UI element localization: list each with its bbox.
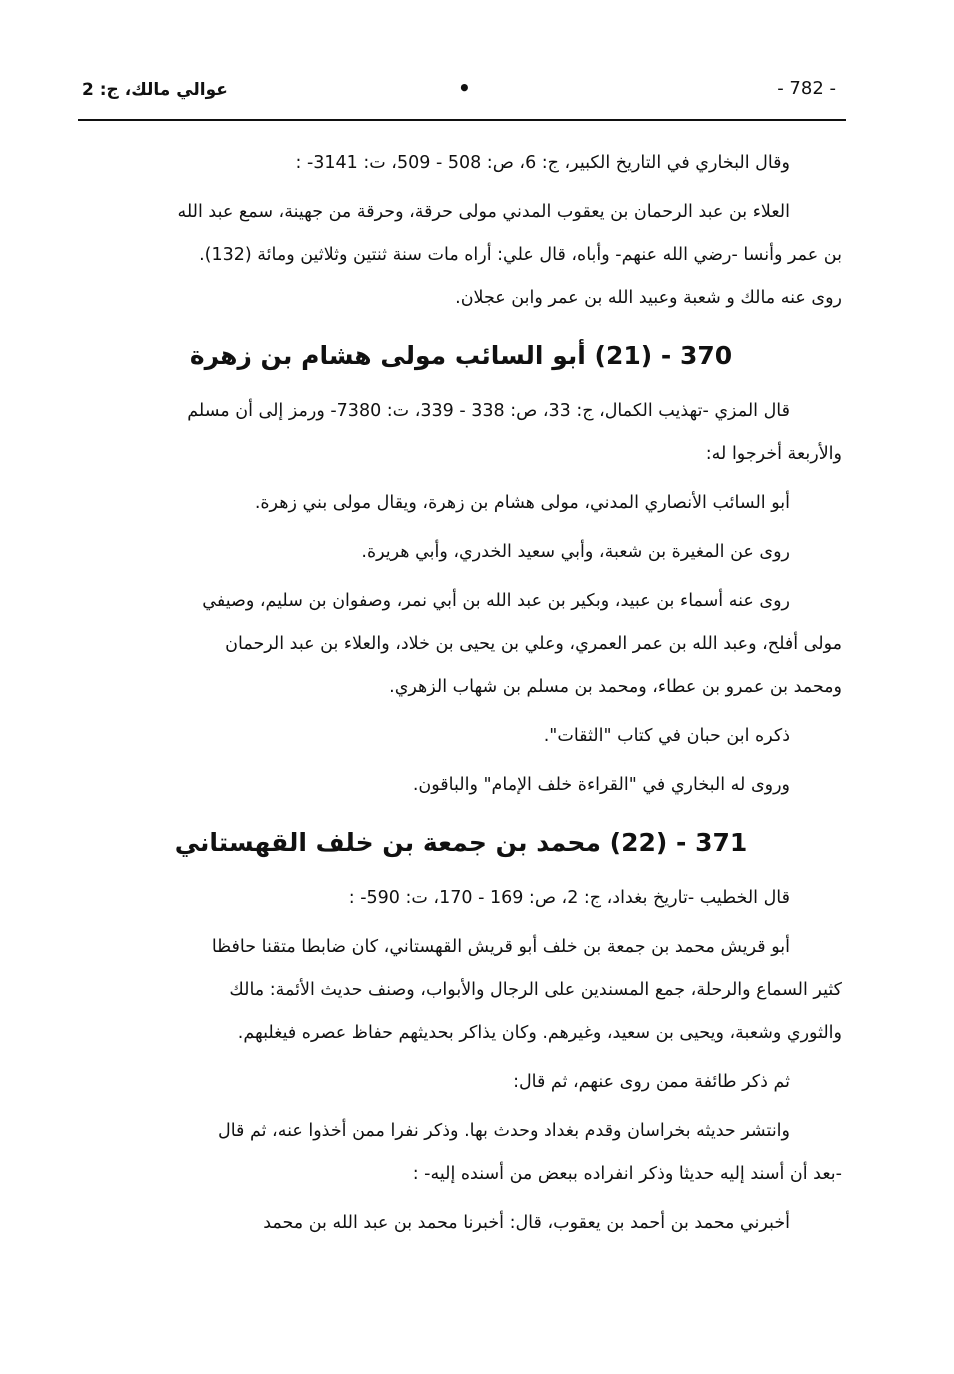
text-line: وانتشر حديثه بخراسان وقدم بغداد وحدث بها. وذكر نفرا ممن أخذوا عنه، ثم قال	[217, 1121, 790, 1141]
paragraph-ibn-hibban	[80, 715, 842, 758]
text-line: والأربعة أخرجوا له:	[705, 444, 842, 464]
paragraph-abu-saib-identity	[80, 482, 842, 525]
running-head: عوالي مالك، ج: 2	[82, 80, 228, 100]
page-body	[80, 142, 842, 1251]
page-header	[78, 72, 844, 112]
header-mark: •	[458, 76, 471, 100]
paragraph-bukhari-citation	[80, 142, 842, 185]
page-number: - 782 -	[777, 78, 836, 99]
paragraph-mizzi-citation	[80, 390, 842, 476]
text-line: كثير السماع والرحلة، جمع المسندين على الرجال والأبواب، وصنف حديث الأئمة: مالك	[229, 980, 842, 1000]
entry-title-371: 371 - (22) محمد بن جمعة بن خلف القهستاني	[174, 828, 748, 857]
paragraph-bukhari-qiraa	[80, 764, 842, 807]
text-line: بن عمر وأنسا -رضي الله عنهم- وأباه، قال علي: أراه مات سنة ثنتين وثلاثين ومائة (132).	[199, 245, 842, 265]
text-line: والثوري وشعبة، ويحيى بن سعيد، وغيرهم. وكان يذاكر بحديثهم حفاظ عصره فيغلبهم.	[237, 1023, 842, 1043]
text-line: ثم ذكر طائفة ممن روى عنهم، ثم قال:	[513, 1072, 790, 1092]
paragraph-then-said	[80, 1061, 842, 1104]
text-line: وروى له البخاري في "القراءة خلف الإمام" والباقون.	[412, 775, 790, 795]
text-line: مولى أفلح، وعبد الله بن عمر العمري، وعلي بن يحيى بن خلاد، والعلاء بن عبد الرحمان	[225, 634, 842, 654]
text-line: أخبرني محمد بن أحمد بن يعقوب، قال: أخبرنا محمد بن عبد الله بن محمد	[263, 1213, 790, 1233]
header-rule	[78, 119, 846, 121]
entry-title-370: 370 - (21) أبو السائب مولى هشام بن زهرة	[189, 341, 733, 370]
text-line: ذكره ابن حبان في كتاب "الثقات".	[543, 726, 790, 746]
paragraph-narrators	[80, 580, 842, 709]
text-line: ومحمد بن عمرو بن عطاء، ومحمد بن مسلم بن شهاب الزهري.	[389, 677, 842, 697]
text-line: -بعد أن أسند إليه حديثا وذكر انفراده ببعض من أسنده إليه- :	[412, 1164, 842, 1184]
text-line: وقال البخاري في التاريخ الكبير، ج: 6، ص: 508 - 509، ت: 3141- :	[295, 153, 790, 173]
text-line: روى عن المغيرة بن شعبة، وأبي سعيد الخدري، وأبي هريرة.	[361, 542, 790, 562]
paragraph-isnad	[80, 1202, 842, 1245]
paragraph-narrated-from	[80, 531, 842, 574]
text-line: أبو السائب الأنصاري المدني، مولى هشام بن زهرة، ويقال مولى بني زهرة.	[254, 493, 790, 513]
text-line: قال الخطيب -تاريخ بغداد، ج: 2، ص: 169 - 170، ت: 590- :	[348, 888, 790, 908]
paragraph-spread-hadith	[80, 1110, 842, 1196]
paragraph-abu-quraysh	[80, 926, 842, 1055]
text-line: أبو قريش محمد بن جمعة بن خلف أبو قريش القهستاني، كان ضابطا متقنا حافظا	[211, 937, 790, 957]
paragraph-khatib-citation	[80, 877, 842, 920]
text-line: روى عنه مالك و شعبة وعبيد الله بن عمر وابن عجلان.	[455, 288, 842, 308]
text-line: روى عنه أسماء بن عبيد، وبكير بن عبد الله بن أبي نمر، وصفوان بن سليم، وصيفي	[202, 591, 790, 611]
text-line: العلاء بن عبد الرحمان بن يعقوب المدني مولى حرقة، وحرقة من جهينة، سمع عبد الله	[177, 202, 790, 222]
text-line: قال المزي -تهذيب الكمال، ج: 33، ص: 338 - 339، ت: 7380- ورمز إلى أن مسلم	[187, 401, 790, 421]
paragraph-alaa-entry	[80, 191, 842, 320]
